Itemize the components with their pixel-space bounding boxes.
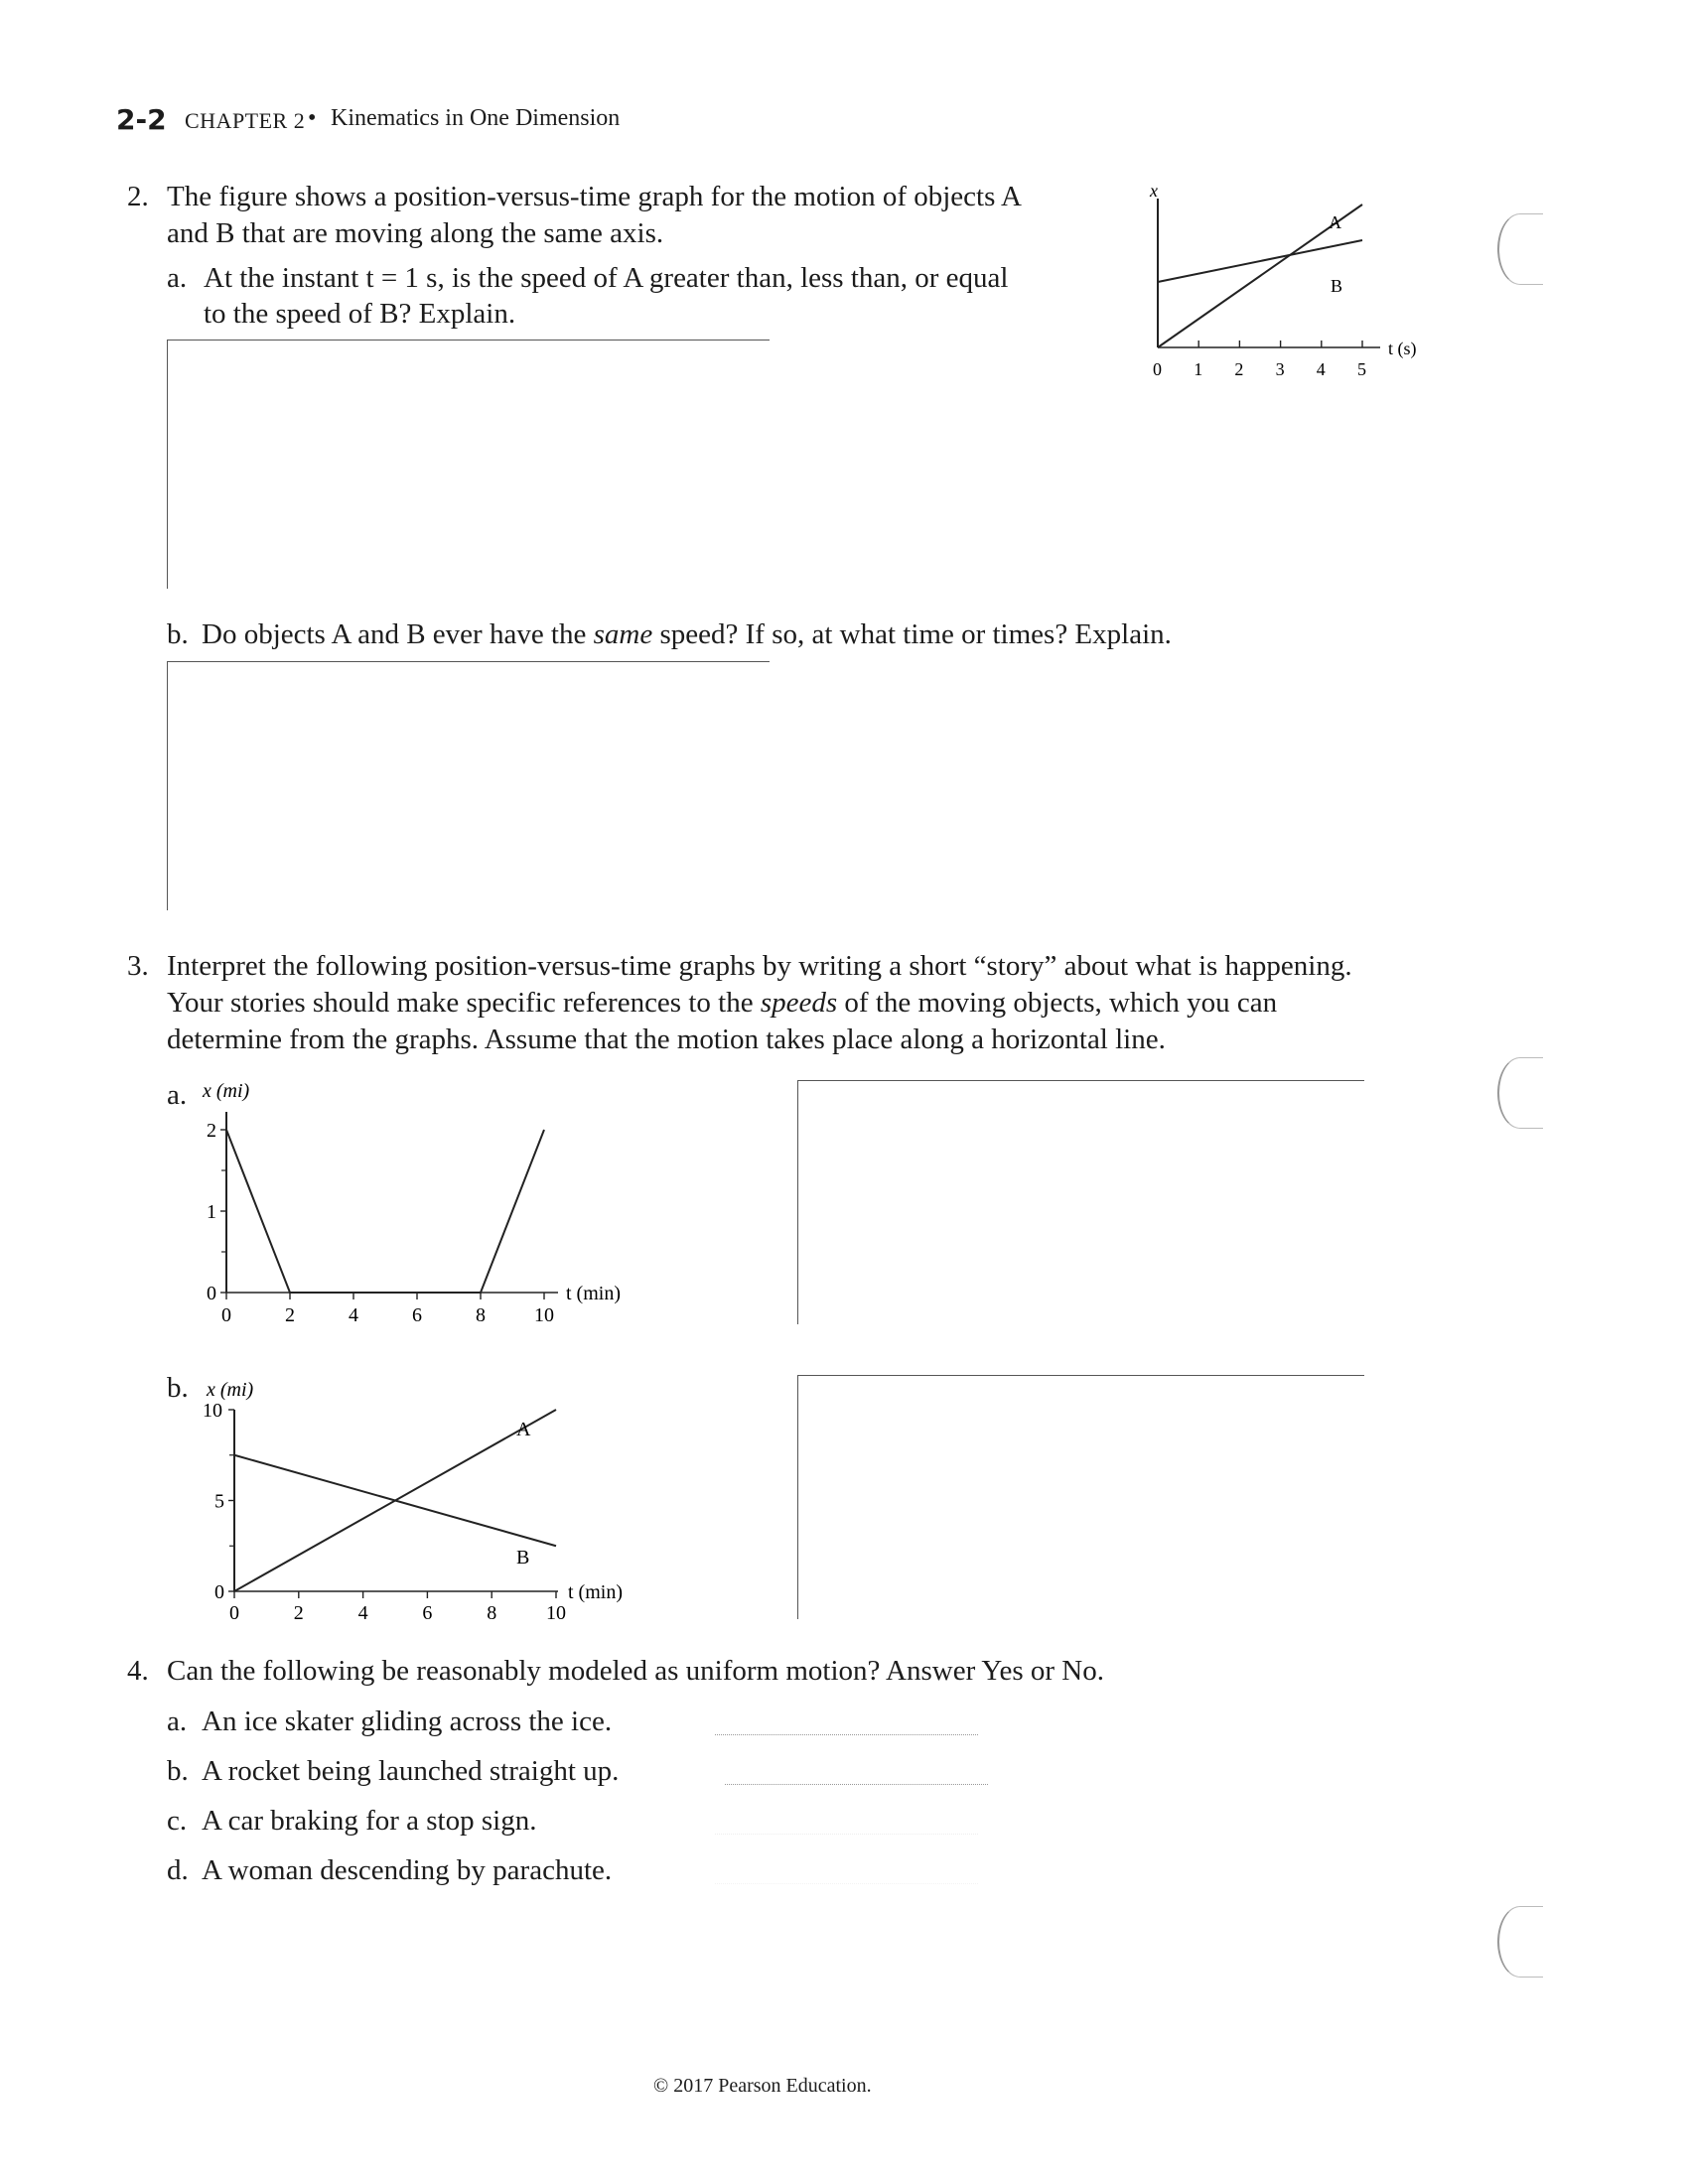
q2a-answer-box[interactable] (167, 340, 770, 589)
q3b-graph-label-a: A (516, 1419, 531, 1440)
q2b-answer-box[interactable] (167, 661, 770, 910)
q3b-graph-xtick-label: 10 (546, 1602, 566, 1624)
q3b-answer-box[interactable] (797, 1375, 1364, 1619)
q3a-graph-ytick-label: 1 (207, 1201, 216, 1223)
q3b-graph-ytick-label: 5 (214, 1490, 224, 1513)
q3-line2-post: of the moving objects, which you can (837, 987, 1278, 1019)
q2-graph-x-label: t (s) (1388, 339, 1417, 358)
q2b-text (202, 616, 1172, 652)
q3a-graph-xtick-label: 0 (221, 1304, 231, 1326)
q4b-text: A rocket being launched straight up. (202, 1755, 620, 1787)
q2-graph-y-label: x (1150, 181, 1158, 201)
q3a-graph-ytick-label: 2 (207, 1120, 216, 1142)
q2-graph (1132, 179, 1430, 397)
q3a-graph-xtick-label: 10 (534, 1304, 554, 1326)
q2-graph-label-a: A (1329, 212, 1341, 232)
q2a-line1: At the instant t = 1 s, is the speed of A greater than, less than, or equal (204, 262, 1009, 294)
q4a-text: An ice skater gliding across the ice. (202, 1706, 613, 1737)
copyright: © 2017 Pearson Education. (653, 2075, 872, 2097)
q3a-graph-x-label: t (min) (566, 1283, 621, 1304)
q4a-answer-blank[interactable] (715, 1733, 978, 1735)
q4c-label: c. (167, 1805, 188, 1837)
q3-line3: determine from the graphs. Assume that the motion takes place along a horizontal line. (167, 1024, 1166, 1055)
q3a-graph-y-label: x (mi) (203, 1080, 250, 1102)
q2b-text-em: same (593, 618, 653, 650)
q3b-graph-label-b: B (516, 1547, 530, 1569)
q2a-line2: to the speed of B? Explain. (204, 298, 516, 330)
q3a-graph-xtick-label: 6 (412, 1304, 422, 1326)
q3b-graph-xtick-label: 0 (229, 1602, 239, 1624)
q3a-graph-xtick-label: 4 (349, 1304, 358, 1326)
q4b-label: b. (167, 1755, 189, 1787)
q3b-graph-ytick-label: 10 (203, 1400, 222, 1422)
q3b-graph-ytick-label: 0 (214, 1581, 224, 1603)
q3a-graph-xtick-label: 8 (476, 1304, 486, 1326)
q4d-label: d. (167, 1854, 189, 1886)
q3b-graph-y-label: x (mi) (207, 1379, 254, 1401)
binder-hole-bottom (1497, 1906, 1543, 1978)
q3a-answer-box[interactable] (797, 1080, 1364, 1324)
q3b-graph-xtick-label: 8 (487, 1602, 497, 1624)
q3b-graph-line-b (234, 1455, 556, 1547)
q2-graph-tick-label: 1 (1194, 359, 1203, 379)
q3-line2-em: speeds (760, 987, 838, 1019)
q3-number: 3. (127, 950, 149, 982)
q3b-graph (189, 1370, 665, 1638)
q4-text: Can the following be reasonably modeled as uniform motion? Answer Yes or No. (167, 1655, 1104, 1687)
q3b-label: b. (167, 1372, 189, 1404)
q2a-label: a. (167, 262, 188, 294)
q3a-label: a. (167, 1079, 188, 1111)
q2-text-line2: and B that are moving along the same axis. (167, 217, 664, 249)
chapter-label: CHAPTER 2 (185, 108, 306, 133)
page-number: 2-2 (116, 103, 167, 136)
q3a-graph-ytick-label: 0 (207, 1283, 216, 1304)
q4d-text: A woman descending by parachute. (202, 1854, 613, 1886)
q2-number: 2. (127, 181, 149, 212)
q3-line2-pre: Your stories should make specific references to the (167, 987, 761, 1019)
q3b-graph-x-label: t (min) (568, 1581, 623, 1603)
binder-hole-middle (1497, 1057, 1543, 1129)
q3b-graph-xtick-label: 4 (357, 1602, 368, 1624)
q2b-text-pre: Do objects A and B ever have the (202, 618, 594, 650)
binder-hole-top (1497, 213, 1543, 285)
q4b-answer-blank[interactable] (725, 1783, 988, 1785)
q2-graph-tick-label: 5 (1357, 359, 1366, 379)
q2-graph-tick-label: 4 (1316, 359, 1326, 379)
q2-graph-tick-label: 0 (1153, 359, 1162, 379)
q4c-answer-blank[interactable] (715, 1833, 978, 1835)
q2-text-line1: The figure shows a position-versus-time graph for the motion of objects A (167, 181, 1022, 212)
q2b-label: b. (167, 618, 189, 650)
q2-graph-label-b: B (1331, 276, 1343, 296)
q3b-graph-xtick-label: 6 (422, 1602, 433, 1624)
q3b-graph-xtick-label: 2 (293, 1602, 304, 1624)
q3-line1: Interpret the following position-versus-time graphs by writing a short “story” about what is happening. (167, 950, 1352, 982)
q2-graph-tick-label: 3 (1275, 359, 1285, 379)
q3-line2 (167, 985, 1277, 1022)
q3a-graph-line (226, 1130, 544, 1293)
header-bullet: • (308, 105, 317, 131)
q3a-graph (189, 1072, 665, 1340)
q2-graph-tick-label: 2 (1234, 359, 1244, 379)
q4d-answer-blank[interactable] (715, 1882, 978, 1884)
q2b-text-post: speed? If so, at what time or times? Explain. (652, 618, 1172, 650)
q3a-graph-xtick-label: 2 (285, 1304, 295, 1326)
q4a-label: a. (167, 1706, 188, 1737)
chapter-title: Kinematics in One Dimension (331, 105, 621, 131)
q4c-text: A car braking for a stop sign. (202, 1805, 537, 1837)
q4-number: 4. (127, 1655, 149, 1687)
